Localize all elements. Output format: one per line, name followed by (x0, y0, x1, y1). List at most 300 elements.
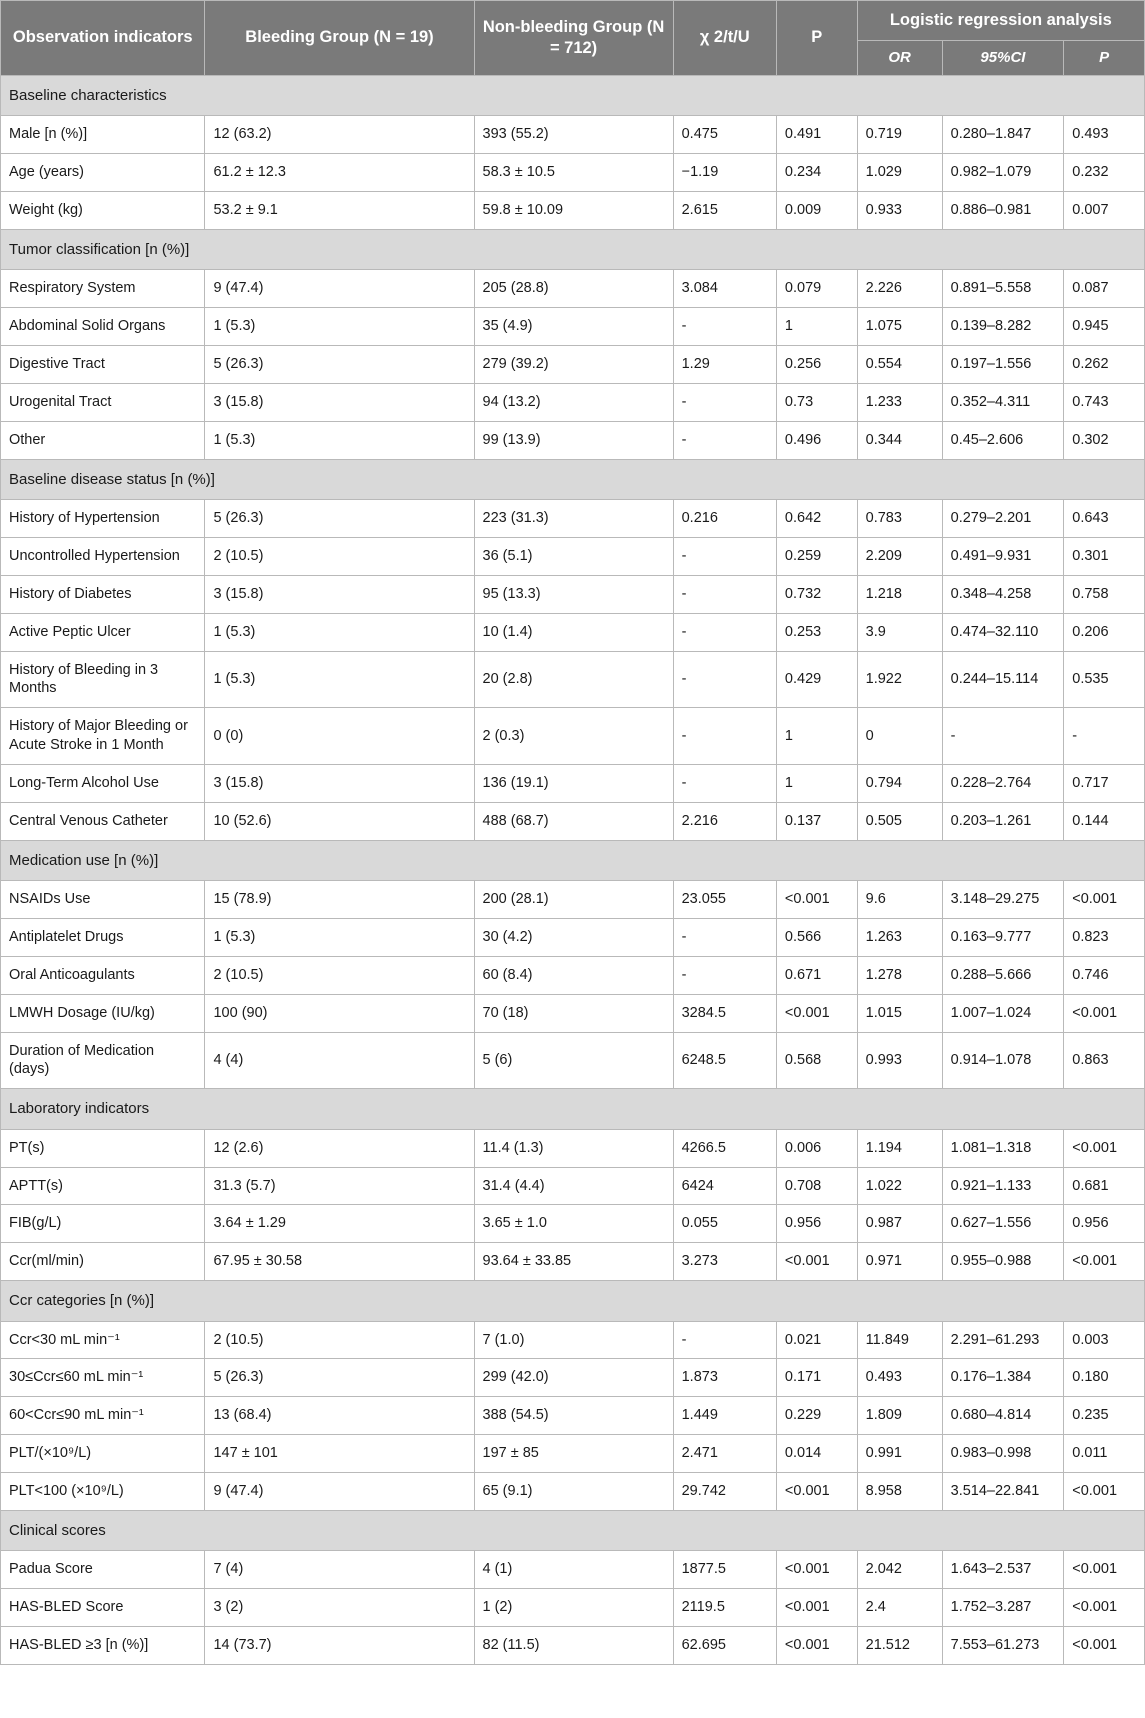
row-cell: 30 (4.2) (474, 918, 673, 956)
row-indicator: 60<Ccr≤90 mL min⁻¹ (1, 1397, 205, 1435)
row-cell: 0.568 (776, 1032, 857, 1089)
row-cell: 12 (2.6) (205, 1129, 474, 1167)
header-p-value: P (776, 1, 857, 76)
row-cell: - (673, 308, 776, 346)
row-cell: <0.001 (776, 1626, 857, 1664)
row-indicator: Ccr<30 mL min⁻¹ (1, 1321, 205, 1359)
row-cell: 2119.5 (673, 1589, 776, 1627)
section-label: Clinical scores (1, 1510, 1145, 1551)
row-cell: <0.001 (1064, 1243, 1145, 1281)
row-cell: 299 (42.0) (474, 1359, 673, 1397)
row-cell: 0.279–2.201 (942, 500, 1064, 538)
row-cell: 0.491–9.931 (942, 538, 1064, 576)
table-row (1, 1243, 1145, 1281)
section-label: Laboratory indicators (1, 1089, 1145, 1130)
table-row (1, 613, 1145, 651)
row-cell: 99 (13.9) (474, 421, 673, 459)
section-label: Baseline characteristics (1, 75, 1145, 116)
table-row (1, 1167, 1145, 1205)
row-cell: 6424 (673, 1167, 776, 1205)
row-cell: 1.075 (857, 308, 942, 346)
row-cell: 0.003 (1064, 1321, 1145, 1359)
row-cell: 0.743 (1064, 384, 1145, 422)
row-cell: 31.3 (5.7) (205, 1167, 474, 1205)
row-indicator: History of Hypertension (1, 500, 205, 538)
row-cell: 11.4 (1.3) (474, 1129, 673, 1167)
table-row (1, 1551, 1145, 1589)
row-cell: 5 (26.3) (205, 346, 474, 384)
table-row (1, 1626, 1145, 1664)
row-cell: <0.001 (776, 1551, 857, 1589)
row-cell: 31.4 (4.4) (474, 1167, 673, 1205)
row-cell: 0.244–15.114 (942, 651, 1064, 708)
row-indicator: Male [n (%)] (1, 116, 205, 154)
row-cell: 0.73 (776, 384, 857, 422)
row-cell: 23.055 (673, 881, 776, 919)
row-cell: 0.794 (857, 764, 942, 802)
table-row (1, 918, 1145, 956)
row-cell: 0.474–32.110 (942, 613, 1064, 651)
row-cell: 0.933 (857, 192, 942, 230)
table-section-row (1, 229, 1145, 270)
row-indicator: Antiplatelet Drugs (1, 918, 205, 956)
row-cell: 0.914–1.078 (942, 1032, 1064, 1089)
row-cell: 8.958 (857, 1472, 942, 1510)
table-row (1, 651, 1145, 708)
row-cell: <0.001 (1064, 1129, 1145, 1167)
table-row (1, 708, 1145, 765)
row-cell: 2.4 (857, 1589, 942, 1627)
row-cell: 0.087 (1064, 270, 1145, 308)
table-row (1, 421, 1145, 459)
row-indicator: Ccr(ml/min) (1, 1243, 205, 1281)
row-cell: 59.8 ± 10.09 (474, 192, 673, 230)
row-cell: 12 (63.2) (205, 116, 474, 154)
row-cell: 0.45–2.606 (942, 421, 1064, 459)
header-nonbleeding-group: Non-bleeding Group (N = 712) (474, 1, 673, 76)
row-indicator: PLT/(×10⁹/L) (1, 1435, 205, 1473)
row-cell: 0.006 (776, 1129, 857, 1167)
table-row (1, 956, 1145, 994)
row-cell: 0.717 (1064, 764, 1145, 802)
row-cell: 0.921–1.133 (942, 1167, 1064, 1205)
row-cell: 2 (0.3) (474, 708, 673, 765)
row-cell: 0.206 (1064, 613, 1145, 651)
row-cell: 0.009 (776, 192, 857, 230)
row-cell: 1.022 (857, 1167, 942, 1205)
row-cell: <0.001 (1064, 994, 1145, 1032)
row-cell: 95 (13.3) (474, 575, 673, 613)
header-ci: 95%CI (942, 41, 1064, 76)
row-cell: 0.232 (1064, 154, 1145, 192)
row-cell: 0.993 (857, 1032, 942, 1089)
row-cell: 1.752–3.287 (942, 1589, 1064, 1627)
row-cell: 0.235 (1064, 1397, 1145, 1435)
row-cell: 0.491 (776, 116, 857, 154)
row-cell: - (673, 421, 776, 459)
row-indicator: Central Venous Catheter (1, 802, 205, 840)
row-cell: 14 (73.7) (205, 1626, 474, 1664)
row-indicator: LMWH Dosage (IU/kg) (1, 994, 205, 1032)
row-cell: 36 (5.1) (474, 538, 673, 576)
row-cell: 0.180 (1064, 1359, 1145, 1397)
header-observation-indicators: Observation indicators (1, 1, 205, 76)
row-cell: 1 (5.3) (205, 918, 474, 956)
table-row (1, 116, 1145, 154)
row-indicator: Padua Score (1, 1551, 205, 1589)
row-cell: 0.302 (1064, 421, 1145, 459)
table-section-row (1, 840, 1145, 881)
row-indicator: Long-Term Alcohol Use (1, 764, 205, 802)
row-cell: 0.055 (673, 1205, 776, 1243)
row-cell: 0.011 (1064, 1435, 1145, 1473)
row-indicator: Respiratory System (1, 270, 205, 308)
row-cell: 0.956 (1064, 1205, 1145, 1243)
row-cell: 0.007 (1064, 192, 1145, 230)
row-cell: 1 (5.3) (205, 421, 474, 459)
row-cell: 70 (18) (474, 994, 673, 1032)
row-cell: 1.194 (857, 1129, 942, 1167)
row-cell: 15 (78.9) (205, 881, 474, 919)
row-cell: <0.001 (1064, 1551, 1145, 1589)
row-cell: - (673, 956, 776, 994)
row-cell: 3.273 (673, 1243, 776, 1281)
row-cell: 58.3 ± 10.5 (474, 154, 673, 192)
header-chi-t-u: χ 2/t/U (673, 1, 776, 76)
row-cell: 4 (1) (474, 1551, 673, 1589)
row-cell: 2 (10.5) (205, 1321, 474, 1359)
row-cell: 3 (15.8) (205, 384, 474, 422)
row-cell: 0.783 (857, 500, 942, 538)
row-indicator: Digestive Tract (1, 346, 205, 384)
row-cell: 0.079 (776, 270, 857, 308)
section-label: Ccr categories [n (%)] (1, 1281, 1145, 1322)
table-row (1, 802, 1145, 840)
table-row (1, 270, 1145, 308)
row-cell: 3.514–22.841 (942, 1472, 1064, 1510)
table-row (1, 1435, 1145, 1473)
row-cell: 0.971 (857, 1243, 942, 1281)
row-indicator: Uncontrolled Hypertension (1, 538, 205, 576)
row-cell: 205 (28.8) (474, 270, 673, 308)
row-cell: 0.987 (857, 1205, 942, 1243)
row-cell: 3.65 ± 1.0 (474, 1205, 673, 1243)
row-cell: 0.256 (776, 346, 857, 384)
row-cell: - (673, 613, 776, 651)
row-cell: 0.014 (776, 1435, 857, 1473)
row-cell: 1.233 (857, 384, 942, 422)
row-cell: 223 (31.3) (474, 500, 673, 538)
row-cell: 0.643 (1064, 500, 1145, 538)
row-cell: 6248.5 (673, 1032, 776, 1089)
row-cell: 3284.5 (673, 994, 776, 1032)
row-cell: 0.566 (776, 918, 857, 956)
table-row (1, 384, 1145, 422)
row-cell: 93.64 ± 33.85 (474, 1243, 673, 1281)
table-row (1, 538, 1145, 576)
row-indicator: Oral Anticoagulants (1, 956, 205, 994)
row-cell: 7 (1.0) (474, 1321, 673, 1359)
row-cell: 0.163–9.777 (942, 918, 1064, 956)
row-cell: 13 (68.4) (205, 1397, 474, 1435)
row-cell: 62.695 (673, 1626, 776, 1664)
row-cell: 61.2 ± 12.3 (205, 154, 474, 192)
row-indicator: 30≤Ccr≤60 mL min⁻¹ (1, 1359, 205, 1397)
row-cell: 3.084 (673, 270, 776, 308)
row-cell: 279 (39.2) (474, 346, 673, 384)
row-cell: 1.029 (857, 154, 942, 192)
row-cell: <0.001 (776, 881, 857, 919)
row-cell: 0.280–1.847 (942, 116, 1064, 154)
row-cell: 0.197–1.556 (942, 346, 1064, 384)
row-cell: 0.021 (776, 1321, 857, 1359)
row-cell: 0.554 (857, 346, 942, 384)
row-cell: 94 (13.2) (474, 384, 673, 422)
row-cell: 0.680–4.814 (942, 1397, 1064, 1435)
row-cell: 197 ± 85 (474, 1435, 673, 1473)
row-cell: 20 (2.8) (474, 651, 673, 708)
row-cell: −1.19 (673, 154, 776, 192)
row-cell: 1 (776, 308, 857, 346)
row-cell: 0.216 (673, 500, 776, 538)
section-label: Tumor classification [n (%)] (1, 229, 1145, 270)
row-cell: 1 (5.3) (205, 613, 474, 651)
row-cell: 5 (6) (474, 1032, 673, 1089)
row-cell: 1.922 (857, 651, 942, 708)
table-row (1, 1321, 1145, 1359)
table-body (1, 75, 1145, 1664)
row-cell: 0.982–1.079 (942, 154, 1064, 192)
row-cell: 0.823 (1064, 918, 1145, 956)
row-cell: 0.886–0.981 (942, 192, 1064, 230)
row-cell: 0.535 (1064, 651, 1145, 708)
row-cell: 5 (26.3) (205, 500, 474, 538)
row-cell: 147 ± 101 (205, 1435, 474, 1473)
row-cell: 0.493 (857, 1359, 942, 1397)
table-row (1, 192, 1145, 230)
row-cell: 53.2 ± 9.1 (205, 192, 474, 230)
table-row (1, 881, 1145, 919)
row-cell: 0.945 (1064, 308, 1145, 346)
row-cell: 0.144 (1064, 802, 1145, 840)
row-cell: 2.216 (673, 802, 776, 840)
row-cell: 10 (52.6) (205, 802, 474, 840)
row-cell: 0.259 (776, 538, 857, 576)
row-indicator: History of Bleeding in 3 Months (1, 651, 205, 708)
row-cell: 2.615 (673, 192, 776, 230)
table-section-row (1, 1281, 1145, 1322)
row-cell: <0.001 (776, 1589, 857, 1627)
row-cell: 5 (26.3) (205, 1359, 474, 1397)
row-cell: 21.512 (857, 1626, 942, 1664)
header-logistic-regression: Logistic regression analysis (857, 1, 1144, 41)
section-label: Medication use [n (%)] (1, 840, 1145, 881)
row-indicator: Active Peptic Ulcer (1, 613, 205, 651)
row-cell: 9 (47.4) (205, 270, 474, 308)
row-indicator: Urogenital Tract (1, 384, 205, 422)
row-cell: 0.505 (857, 802, 942, 840)
row-cell: 0.681 (1064, 1167, 1145, 1205)
row-cell: - (673, 575, 776, 613)
row-cell: 2.291–61.293 (942, 1321, 1064, 1359)
row-cell: 0.956 (776, 1205, 857, 1243)
row-cell: 0.352–4.311 (942, 384, 1064, 422)
row-indicator: PT(s) (1, 1129, 205, 1167)
row-cell: 1.809 (857, 1397, 942, 1435)
row-cell: 1 (2) (474, 1589, 673, 1627)
row-cell: 1.007–1.024 (942, 994, 1064, 1032)
row-indicator: PLT<100 (×10⁹/L) (1, 1472, 205, 1510)
row-cell: 1.278 (857, 956, 942, 994)
row-cell: 9.6 (857, 881, 942, 919)
row-cell: 2 (10.5) (205, 538, 474, 576)
table-row (1, 346, 1145, 384)
row-cell: 0.732 (776, 575, 857, 613)
row-indicator: History of Major Bleeding or Acute Stroke in 1 Month (1, 708, 205, 765)
row-cell: 0.627–1.556 (942, 1205, 1064, 1243)
row-cell: 3 (15.8) (205, 764, 474, 802)
table-row (1, 154, 1145, 192)
row-cell: 0.671 (776, 956, 857, 994)
header-logistic-p: P (1064, 41, 1145, 76)
row-cell: 2.209 (857, 538, 942, 576)
row-indicator: Weight (kg) (1, 192, 205, 230)
row-cell: <0.001 (776, 1472, 857, 1510)
row-cell: 0.228–2.764 (942, 764, 1064, 802)
row-cell: 200 (28.1) (474, 881, 673, 919)
row-cell: 0.348–4.258 (942, 575, 1064, 613)
row-cell: - (1064, 708, 1145, 765)
header-row-primary (1, 1, 1145, 41)
row-cell: 11.849 (857, 1321, 942, 1359)
row-cell: <0.001 (1064, 1472, 1145, 1510)
table-row (1, 1589, 1145, 1627)
row-cell: 1877.5 (673, 1551, 776, 1589)
row-cell: 65 (9.1) (474, 1472, 673, 1510)
row-cell: - (673, 764, 776, 802)
row-cell: 1.449 (673, 1397, 776, 1435)
row-cell: 1.643–2.537 (942, 1551, 1064, 1589)
row-cell: 0.891–5.558 (942, 270, 1064, 308)
table-row (1, 1032, 1145, 1089)
table-header (1, 1, 1145, 76)
row-cell: - (673, 538, 776, 576)
row-cell: 1 (5.3) (205, 651, 474, 708)
row-cell: 60 (8.4) (474, 956, 673, 994)
row-cell: 0.344 (857, 421, 942, 459)
row-cell: 0.262 (1064, 346, 1145, 384)
row-cell: 3 (15.8) (205, 575, 474, 613)
row-cell: 0 (857, 708, 942, 765)
row-cell: 0.719 (857, 116, 942, 154)
row-cell: 29.742 (673, 1472, 776, 1510)
row-cell: 1.015 (857, 994, 942, 1032)
row-cell: 7 (4) (205, 1551, 474, 1589)
row-indicator: APTT(s) (1, 1167, 205, 1205)
table-section-row (1, 75, 1145, 116)
header-or: OR (857, 41, 942, 76)
row-cell: 0.229 (776, 1397, 857, 1435)
row-indicator: History of Diabetes (1, 575, 205, 613)
row-cell: 2 (10.5) (205, 956, 474, 994)
row-cell: 2.226 (857, 270, 942, 308)
row-indicator: Age (years) (1, 154, 205, 192)
row-cell: <0.001 (1064, 1589, 1145, 1627)
row-cell: 136 (19.1) (474, 764, 673, 802)
row-cell: <0.001 (1064, 1626, 1145, 1664)
row-cell: 0.137 (776, 802, 857, 840)
row-cell: 393 (55.2) (474, 116, 673, 154)
row-cell: - (673, 918, 776, 956)
row-cell: <0.001 (776, 994, 857, 1032)
table-section-row (1, 459, 1145, 500)
row-cell: 1.218 (857, 575, 942, 613)
row-cell: 1 (776, 764, 857, 802)
row-cell: 3.148–29.275 (942, 881, 1064, 919)
table-row (1, 1205, 1145, 1243)
row-cell: 0.493 (1064, 116, 1145, 154)
row-cell: - (673, 651, 776, 708)
row-cell: 4 (4) (205, 1032, 474, 1089)
row-cell: 0.429 (776, 651, 857, 708)
row-indicator: HAS-BLED Score (1, 1589, 205, 1627)
row-cell: - (942, 708, 1064, 765)
row-cell: <0.001 (1064, 881, 1145, 919)
row-cell: 67.95 ± 30.58 (205, 1243, 474, 1281)
table-row (1, 1129, 1145, 1167)
table-row (1, 500, 1145, 538)
row-cell: 0.203–1.261 (942, 802, 1064, 840)
row-cell: 0.991 (857, 1435, 942, 1473)
row-indicator: HAS-BLED ≥3 [n (%)] (1, 1626, 205, 1664)
row-cell: 0.301 (1064, 538, 1145, 576)
row-cell: 100 (90) (205, 994, 474, 1032)
row-cell: 2.042 (857, 1551, 942, 1589)
row-cell: 1.873 (673, 1359, 776, 1397)
table-row (1, 994, 1145, 1032)
row-cell: 3.64 ± 1.29 (205, 1205, 474, 1243)
row-cell: 0.955–0.988 (942, 1243, 1064, 1281)
row-cell: 4266.5 (673, 1129, 776, 1167)
row-indicator: NSAIDs Use (1, 881, 205, 919)
table-row (1, 1472, 1145, 1510)
row-cell: 35 (4.9) (474, 308, 673, 346)
table-row (1, 308, 1145, 346)
row-cell: 3 (2) (205, 1589, 474, 1627)
row-cell: 0.176–1.384 (942, 1359, 1064, 1397)
row-cell: 0.475 (673, 116, 776, 154)
row-cell: 488 (68.7) (474, 802, 673, 840)
row-cell: 0.234 (776, 154, 857, 192)
table-row (1, 575, 1145, 613)
row-cell: 0.863 (1064, 1032, 1145, 1089)
row-cell: 2.471 (673, 1435, 776, 1473)
header-bleeding-group: Bleeding Group (N = 19) (205, 1, 474, 76)
row-cell: <0.001 (776, 1243, 857, 1281)
row-cell: - (673, 1321, 776, 1359)
row-cell: 3.9 (857, 613, 942, 651)
row-cell: 9 (47.4) (205, 1472, 474, 1510)
row-cell: 1 (5.3) (205, 308, 474, 346)
section-label: Baseline disease status [n (%)] (1, 459, 1145, 500)
row-cell: 10 (1.4) (474, 613, 673, 651)
table-section-row (1, 1510, 1145, 1551)
row-cell: 1.29 (673, 346, 776, 384)
row-cell: - (673, 384, 776, 422)
table-section-row (1, 1089, 1145, 1130)
row-cell: 1 (776, 708, 857, 765)
row-cell: 0.496 (776, 421, 857, 459)
